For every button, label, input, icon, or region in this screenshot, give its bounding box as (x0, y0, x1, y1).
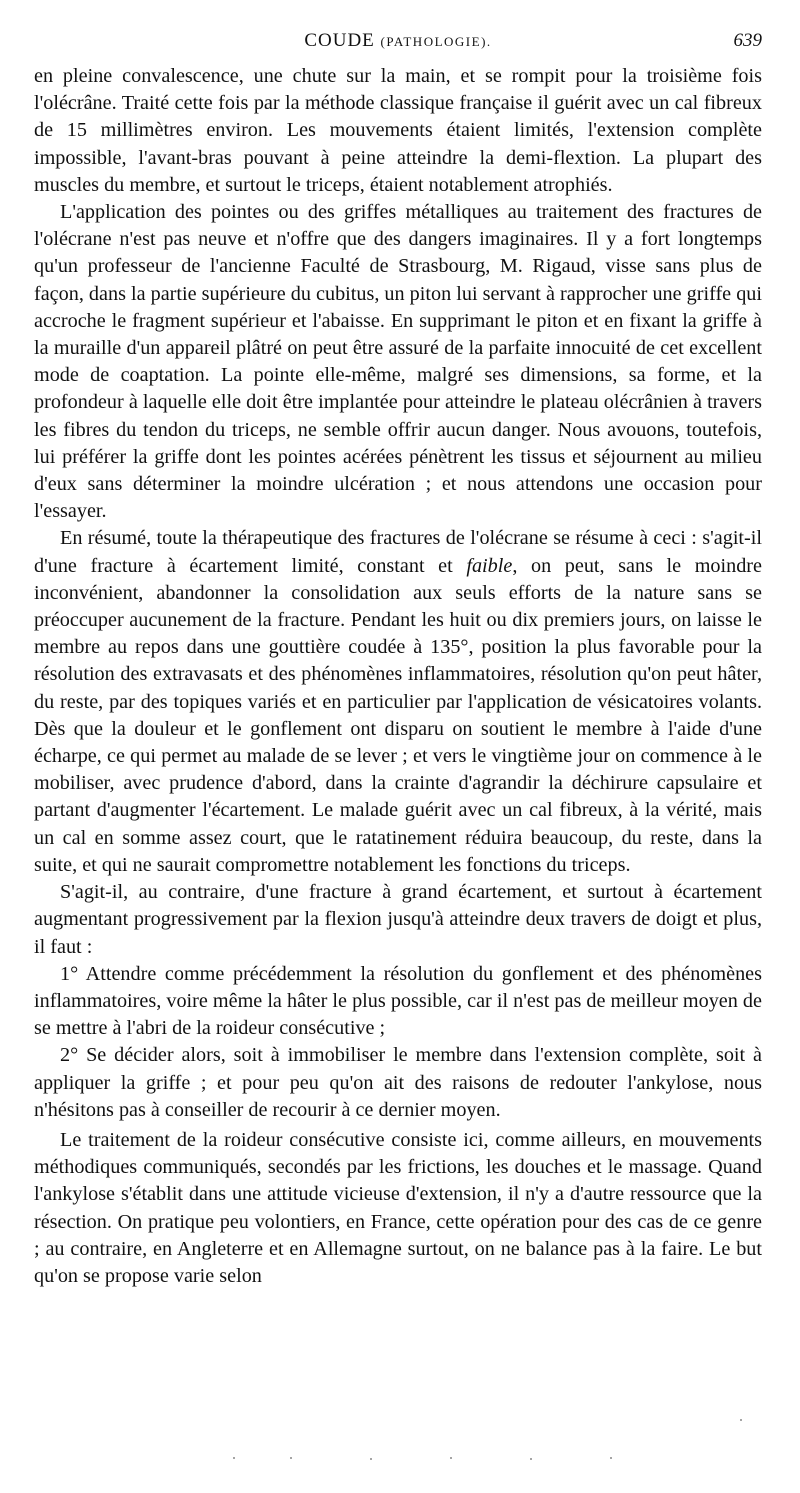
paragraph-resume (34, 525, 762, 879)
paragraph-resume-part2: , on peut, sans le moindre inconvénient, abandonner la consolidation aux seuls efforts de la nature sans se préoccuper aucunement de la fracture. Pendant les huit ou dix premiers jours, on laisse le membre au repos dans une gouttière coudée à 135°, position la plus favorable pour la résolution des extravasats et des phénomènes inflammatoires, résolution qu'on peut hâter, du reste, par des topiques variés et en particulier par l'application de vésicatoires volants. Dès que la douleur et le gonflement ont disparu on soutient le membre à l'aide d'une écharpe, ce qui permet au malade de se lever ; et vers le vingtième jour on commence à le mobiliser, avec prudence d'abord, dans la crainte d'agrandir la déchirure capsulaire et partant d'augmenter l'écartement. Le malade guérit avec un cal fibreux, à la vérité, mais un cal en somme assez court, que le ratatinement réduira beaucoup, du reste, dans la suite, et qui ne saurait compromettre notablement les fonctions du triceps. (34, 554, 762, 876)
paragraph-resume-emphasis: faible (466, 554, 513, 577)
page-bottom-specks (0, 1425, 800, 1485)
speck (233, 1457, 235, 1459)
running-header (34, 30, 762, 56)
speck (530, 1458, 532, 1460)
running-title (34, 30, 762, 52)
paragraph-resume-part1: En résumé, toute la thérapeutique des fractures de l'olécrane se résume à ceci : s'agit-il d'une fracture à écartement limité, constant et (34, 527, 762, 577)
speck (370, 1458, 372, 1460)
page-body (34, 63, 762, 1290)
speck (290, 1457, 292, 1459)
paragraph-continuation: en pleine convalescence, une chute sur la main, et se rompit pour la troisième fois l'olécrâne. Traité cette fois par la méthode classique française il guérit avec un cal fibreux de 15 millimètres environ. Les mouvements étaient limités, l'extension complète impossible, l'avant-bras pouvant à peine atteindre la demi-flextion. La plupart des muscles du membre, et surtout le triceps, étaient notablement atrophiés. (34, 65, 762, 196)
speck (610, 1457, 612, 1459)
running-title-subtitle: (PATHOLOGIE). (380, 34, 492, 49)
paragraph-grand-ecartement: S'agit-il, au contraire, d'une fracture à grand écartement, et surtout à écartement augmentant progressivement par la flexion jusqu'à atteindre deux travers de doigt et plus, il faut : (34, 881, 762, 958)
speck (450, 1457, 452, 1459)
paragraph-roideur: Le traitement de la roideur consécutive consiste ici, comme ailleurs, en mouvements méthodiques communiqués, secondés par les frictions, les douches et le massage. Quand l'ankylose s'établit dans une attitude vicieuse d'extension, il n'y a d'autre ressource que la résection. On pratique peu volontiers, en France, cette opération pour des cas de ce genre ; au contraire, en Angleterre et en Allemagne surtout, on ne balance pas à la faire. Le but qu'on se propose varie selon (34, 1128, 762, 1287)
running-title-main: COUDE (304, 30, 375, 51)
list-item-1: 1° Attendre comme précédemment la résolution du gonflement et des phénomènes inflammatoires, voire même la hâter le plus possible, car il n'est pas de meilleur moyen de se mettre à l'abri de la roideur consécutive ; (34, 962, 762, 1040)
speck (740, 1419, 742, 1421)
paragraph-pointes-griffes: L'application des pointes ou des griffes métalliques au traitement des fractures de l'olécrane n'est pas neuve et n'offre que des dangers imaginaires. Il y a fort longtemps qu'un professeur de l'ancienne Faculté de Strasbourg, M. Rigaud, visse sans plus de façon, dans la partie supérieure du cubitus, un piton lui servant à rapprocher une griffe qui accroche le fragment supérieur et l'abaisse. En supprimant le piton et en fixant la griffe à la muraille d'un appareil plâtré on peut être assuré de la parfaite innocuité de cet excellent mode de coaptation. La pointe elle-même, malgré ses dimensions, sa forme, et la profondeur à laquelle elle doit être implantée pour atteindre le plateau olécrânien à travers les fibres du tendon du triceps, ne semble offrir aucun danger. Nous avouons, toutefois, lui préférer la griffe dont les pointes acérées pénètrent les tissus et séjournent au milieu d'eux sans déterminer la moindre ulcération ; et nous attendons une occasion pour l'essayer. (34, 201, 762, 523)
list-item-2: 2° Se décider alors, soit à immobiliser le membre dans l'extension complète, soit à appliquer la griffe ; et pour peu qu'on ait des raisons de redouter l'ankylose, nous n'hésitons pas à conseiller de recourir à ce dernier moyen. (34, 1044, 762, 1121)
page-number: 639 (733, 30, 762, 51)
